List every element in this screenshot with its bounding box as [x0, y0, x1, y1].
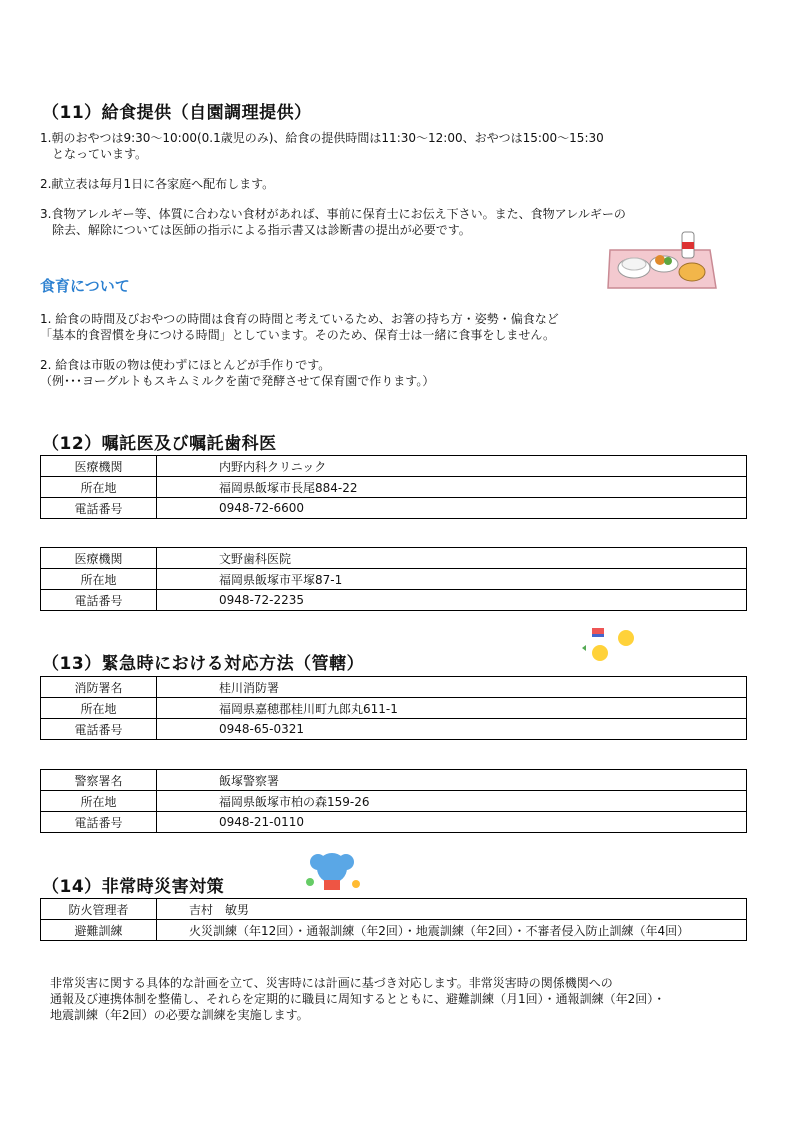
table-label-cell: 防火管理者 — [41, 899, 157, 920]
table-value-cell: 福岡県嘉穂郡桂川町九郎丸611-1 — [157, 698, 747, 719]
table-value-cell: 福岡県飯塚市柏の森159-26 — [157, 791, 747, 812]
dentist-table — [40, 547, 747, 611]
police-table — [40, 769, 747, 833]
table-value-cell: 0948-72-2235 — [157, 590, 747, 611]
table-label-cell: 所在地 — [41, 698, 157, 719]
section-13-title: （13）緊急時における対応方法（管轄） — [42, 654, 365, 674]
disaster-note: 非常災害に関する具体的な計画を立て、災害時には計画に基づき対応します。非常災害時の関係機関への 通報及び連携体制を整備し、それらを定期的に職員に周知するとともに、避難訓練（月1回）・通報訓練（年2回）・ 地震訓練（年2回）の必要な訓練を実施します。 — [50, 976, 666, 1022]
fire-station-table — [40, 676, 747, 740]
chick-illustration — [580, 626, 640, 666]
table-value-cell: 0948-72-6600 — [157, 498, 747, 519]
table-label-cell: 消防署名 — [41, 677, 157, 698]
table-label-cell: 避難訓練 — [41, 920, 157, 941]
elephant-illustration — [304, 848, 364, 894]
table-label-cell: 電話番号 — [41, 719, 157, 740]
table-value-cell: 福岡県飯塚市平塚87-1 — [157, 569, 747, 590]
table-label-cell: 電話番号 — [41, 812, 157, 833]
table-value-cell: 0948-65-0321 — [157, 719, 747, 740]
table-label-cell: 警察署名 — [41, 770, 157, 791]
section-12-title: （12）嘱託医及び嘱託歯科医 — [42, 434, 277, 454]
table-label-cell: 医療機関 — [41, 456, 157, 477]
table-value-cell: 0948-21-0110 — [157, 812, 747, 833]
table-value-cell: 飯塚警察署 — [157, 770, 747, 791]
table-value-cell: 桂川消防署 — [157, 677, 747, 698]
section-14-title: （14）非常時災害対策 — [42, 877, 225, 897]
table-label-cell: 所在地 — [41, 477, 157, 498]
table-value-cell: 文野歯科医院 — [157, 548, 747, 569]
table-label-cell: 電話番号 — [41, 498, 157, 519]
lunch-tray-illustration — [606, 228, 718, 294]
s11-item-3: 3.食物アレルギー等、体質に合わない食材があれば、事前に保育士にお伝え下さい。また、食物アレルギーの 除去、解除については医師の指示による指示書又は診断書の提出が必要です。 — [40, 207, 626, 237]
s11-item-2: 2.献立表は毎月1日に各家庭へ配布します。 — [40, 177, 275, 191]
food-item-2: 2. 給食は市販の物は使わずにほとんどが手作りです。 （例･･･ヨーグルトもスキムミルクを菌で発酵させて保育園で作ります。） — [40, 358, 435, 388]
section-11-title: （11）給食提供（自園調理提供） — [42, 103, 312, 123]
s11-item-1: 1.朝のおやつは9:30～10:00(0.1歳児のみ)、給食の提供時間は11:30～12:00、おやつは15:00～15:30 となっています。 — [40, 131, 604, 161]
table-label-cell: 医療機関 — [41, 548, 157, 569]
food-item-1: 1. 給食の時間及びおやつの時間は食育の時間と考えているため、お箸の持ち方・姿勢・偏食など 「基本的食習慣を身につける時間」としています。そのため、保育士は一緒に食事をしません。 — [40, 312, 559, 342]
doctor-table — [40, 455, 747, 519]
table-label-cell: 電話番号 — [41, 590, 157, 611]
table-value-cell: 火災訓練（年12回）・通報訓練（年2回）・地震訓練（年2回）・不審者侵入防止訓練（年4回） — [157, 920, 747, 941]
table-value-cell: 福岡県飯塚市長尾884-22 — [157, 477, 747, 498]
shokuiku-title: 食育について — [40, 277, 130, 295]
table-value-cell: 内野内科クリニック — [157, 456, 747, 477]
table-value-cell: 吉村 敏男 — [157, 899, 747, 920]
disaster-table — [40, 898, 747, 941]
table-label-cell: 所在地 — [41, 569, 157, 590]
table-label-cell: 所在地 — [41, 791, 157, 812]
